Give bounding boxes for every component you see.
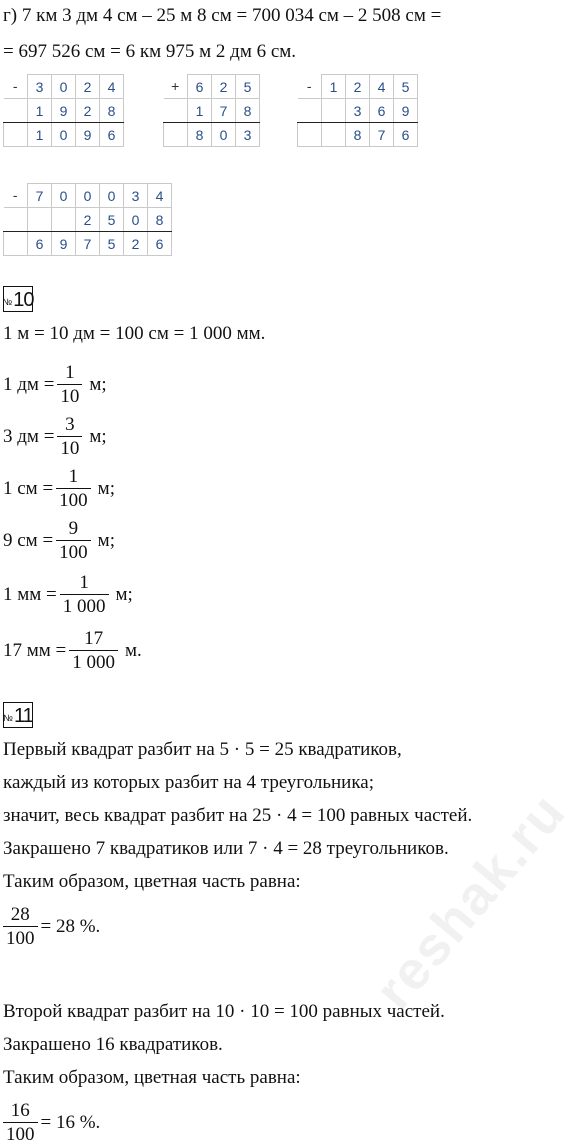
fraction — [3, 1100, 38, 1145]
digit-cell: 8 — [346, 123, 370, 147]
conversion-unit: м; — [89, 373, 107, 395]
fraction-numerator: 1 — [68, 466, 79, 487]
fraction-denominator: 100 — [3, 926, 38, 949]
digit-cell: 4 — [148, 184, 172, 208]
column-subtraction-2 — [297, 74, 418, 147]
column-subtraction-1 — [3, 74, 124, 147]
digit-cell: 7 — [28, 184, 52, 208]
paragraph-line: Первый квадрат разбит на 5 · 5 = 25 квадратиков, — [3, 739, 402, 760]
digit-cell: 3 — [236, 123, 260, 147]
digit-cell: 2 — [76, 99, 100, 123]
fraction-numerator: 3 — [65, 414, 75, 435]
digit-cell — [322, 123, 346, 147]
blank-cell — [298, 99, 322, 123]
conversion-row — [3, 518, 115, 563]
digit-cell: 0 — [100, 184, 124, 208]
digit-cell: 9 — [76, 123, 100, 147]
operator-cell: - — [4, 184, 28, 208]
fraction-denominator: 10 — [57, 384, 82, 407]
digit-cell: 5 — [100, 208, 124, 232]
digit-cell: 3 — [28, 75, 52, 99]
digit-cell: 6 — [188, 75, 212, 99]
conversion-row — [3, 362, 107, 407]
digit-cell — [322, 99, 346, 123]
fraction-numerator: 1 — [65, 362, 75, 383]
digit-cell: 9 — [394, 99, 418, 123]
column-addition — [163, 74, 260, 147]
conversion-left: 3 дм = — [3, 425, 55, 447]
digit-cell: 0 — [52, 123, 76, 147]
fraction-numerator: 28 — [10, 904, 30, 925]
digit-cell: 8 — [148, 208, 172, 232]
fraction — [57, 414, 82, 459]
digit-cell: 4 — [370, 75, 394, 99]
digit-cell: 1 — [28, 123, 52, 147]
digit-cell: 2 — [212, 75, 236, 99]
fraction-numerator: 16 — [10, 1100, 30, 1121]
task-number: 10 — [13, 289, 34, 311]
digit-cell: 0 — [76, 184, 100, 208]
digit-cell: 2 — [346, 75, 370, 99]
conversion-row — [3, 466, 115, 511]
conversion-left: 1 см = — [3, 477, 54, 499]
task-11-result-1 — [3, 904, 100, 949]
fraction-numerator: 17 — [84, 628, 104, 649]
operator-cell: - — [298, 75, 322, 99]
conversion-unit: м; — [97, 477, 115, 499]
part-g-line-2: = 697 526 см = 6 км 975 м 2 дм 6 см. — [3, 41, 297, 62]
fraction-denominator: 100 — [56, 540, 91, 563]
paragraph-line: Закрашено 16 квадратиков. — [3, 1034, 223, 1055]
fraction-denominator: 10 — [57, 436, 82, 459]
digit-cell: 6 — [28, 232, 52, 256]
result-value: = 16 %. — [40, 1111, 101, 1133]
task-11-badge — [3, 702, 33, 728]
task-10-intro: 1 м = 10 дм = 100 см = 1 000 мм. — [3, 323, 266, 344]
fraction-numerator: 1 — [79, 572, 89, 593]
digit-cell: 2 — [76, 208, 100, 232]
paragraph-line: Второй квадрат разбит на 10 · 10 = 100 равных частей. — [3, 1001, 445, 1022]
blank-cell — [4, 208, 28, 232]
digit-cell: 0 — [52, 75, 76, 99]
watermark: reshak.ru — [363, 781, 578, 1021]
conversion-unit: м; — [115, 583, 133, 605]
conversion-left: 9 см = — [3, 529, 54, 551]
digit-cell: 2 — [76, 75, 100, 99]
digit-cell: 0 — [52, 184, 76, 208]
conversion-row — [3, 414, 107, 459]
fraction-denominator: 100 — [56, 488, 91, 511]
conversion-row — [3, 628, 142, 673]
digit-cell: 0 — [124, 208, 148, 232]
digit-cell: 3 — [124, 184, 148, 208]
digit-cell: 3 — [346, 99, 370, 123]
paragraph-line: значит, весь квадрат разбит на 25 · 4 = 100 равных частей. — [3, 805, 473, 826]
column-subtraction-3 — [3, 183, 172, 256]
digit-cell: 6 — [100, 123, 124, 147]
fraction-denominator: 1 000 — [60, 594, 109, 617]
fraction-numerator: 9 — [68, 518, 79, 539]
digit-cell: 1 — [188, 99, 212, 123]
task-number-sign: № — [2, 297, 13, 307]
digit-cell: 4 — [100, 75, 124, 99]
digit-cell: 8 — [236, 99, 260, 123]
digit-cell: 8 — [188, 123, 212, 147]
blank-cell — [4, 99, 28, 123]
digit-cell — [28, 208, 52, 232]
fraction — [3, 904, 38, 949]
result-value: = 28 %. — [40, 915, 101, 937]
digit-cell: 8 — [100, 99, 124, 123]
conversion-unit: м; — [89, 425, 107, 447]
task-number: 11 — [13, 705, 33, 727]
conversion-left: 1 дм = — [3, 373, 55, 395]
part-g-line-1: г) 7 км 3 дм 4 см – 25 м 8 см = 700 034 см – 2 508 см = — [3, 5, 442, 26]
blank-cell — [164, 99, 188, 123]
conversion-unit: м. — [125, 639, 142, 661]
digit-cell: 5 — [394, 75, 418, 99]
fraction — [56, 518, 91, 563]
fraction-denominator: 100 — [3, 1122, 38, 1145]
operator-cell: - — [4, 75, 28, 99]
digit-cell: 7 — [76, 232, 100, 256]
digit-cell: 0 — [212, 123, 236, 147]
digit-cell: 9 — [52, 99, 76, 123]
blank-cell — [4, 123, 28, 147]
task-10-badge — [3, 286, 33, 312]
conversion-row — [3, 572, 133, 617]
digit-cell: 6 — [370, 99, 394, 123]
fraction — [56, 466, 91, 511]
operator-cell: + — [164, 75, 188, 99]
digit-cell: 1 — [322, 75, 346, 99]
digit-cell: 5 — [100, 232, 124, 256]
task-number-sign: № — [3, 713, 13, 723]
blank-cell — [164, 123, 188, 147]
digit-cell: 9 — [52, 232, 76, 256]
fraction — [60, 572, 109, 617]
digit-cell — [52, 208, 76, 232]
digit-cell: 6 — [148, 232, 172, 256]
blank-cell — [4, 232, 28, 256]
conversion-unit: м; — [97, 529, 115, 551]
conversion-left: 1 мм = — [3, 583, 57, 605]
paragraph-line: Закрашено 7 квадратиков или 7 · 4 = 28 треугольников. — [3, 838, 449, 859]
conversion-left: 17 мм = — [3, 639, 67, 661]
digit-cell: 5 — [236, 75, 260, 99]
blank-cell — [298, 123, 322, 147]
fraction — [69, 628, 118, 673]
digit-cell: 2 — [124, 232, 148, 256]
paragraph-line: каждый из которых разбит на 4 треугольника; — [3, 772, 374, 793]
task-11-result-2 — [3, 1100, 100, 1145]
paragraph-line: Таким образом, цветная часть равна: — [3, 871, 301, 892]
fraction — [57, 362, 82, 407]
digit-cell: 7 — [370, 123, 394, 147]
digit-cell: 6 — [394, 123, 418, 147]
digit-cell: 7 — [212, 99, 236, 123]
digit-cell: 1 — [28, 99, 52, 123]
fraction-denominator: 1 000 — [69, 650, 118, 673]
paragraph-line: Таким образом, цветная часть равна: — [3, 1067, 301, 1088]
